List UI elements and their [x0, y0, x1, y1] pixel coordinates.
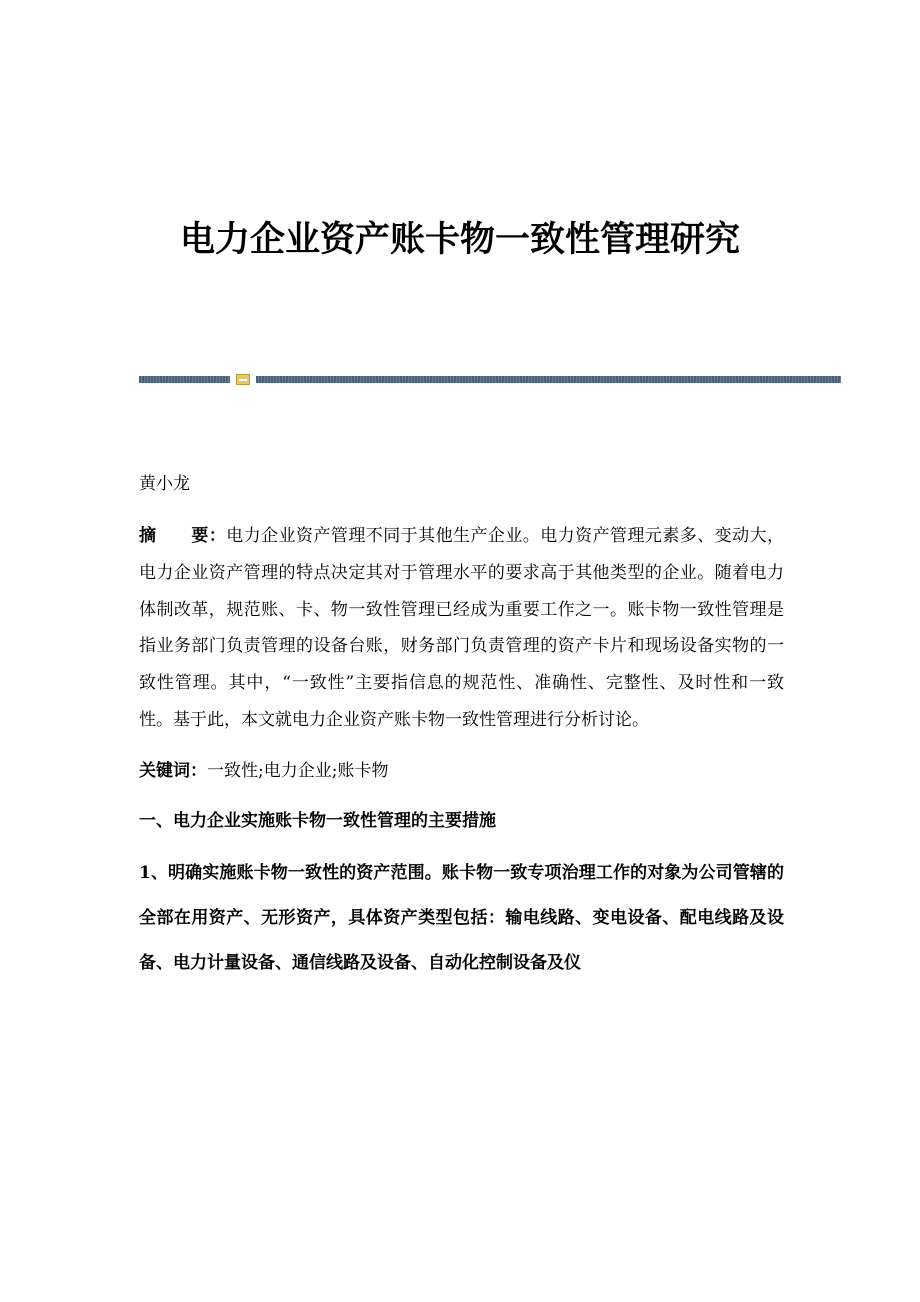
- keywords: [139, 753, 784, 789]
- document-title: 电力企业资产账卡物一致性管理研究: [179, 219, 740, 260]
- divider-ornament-icon: [236, 374, 250, 385]
- keywords-label: 关键词：: [139, 760, 207, 781]
- abstract-text: 电力企业资产管理不同于其他生产企业。电力资产管理元素多、变动大，电力企业资产管理的特点决定其对于管理水平的要求高于其他类型的企业。随着电力体制改革，规范账、卡、物一致性管理已经成为重要工作之一。账卡物一致性管理是指业务部门负责管理的设备台账，财务部门负责管理的资产卡片和现场设备实物的一致性管理。其中，“一致性”主要指信息的规范性、准确性、完整性、及时性和一致性。基于此，本文就电力企业资产账卡物一致性管理进行分析讨论。: [139, 526, 785, 730]
- document-body: [139, 466, 784, 986]
- abstract-label: 摘 要：: [139, 526, 227, 546]
- divider-bar-right: [256, 376, 841, 383]
- title-divider: [139, 374, 841, 385]
- section-paragraph: 1、明确实施账卡物一致性的资产范围。账卡物一致专项治理工作的对象为公司管辖的全部在用资产、无形资产，具体资产类型包括：输电线路、变电设备、配电线路及设备、电力计量设备、通信线路及设备、自动化控制设备及仪: [139, 862, 784, 973]
- section-heading: 一、电力企业实施账卡物一致性管理的主要措施: [139, 810, 496, 831]
- author-name: 黄小龙: [139, 474, 190, 494]
- keywords-text: 一致性;电力企业;账卡物: [207, 760, 389, 781]
- divider-bar-left: [139, 376, 230, 383]
- abstract: [139, 518, 784, 739]
